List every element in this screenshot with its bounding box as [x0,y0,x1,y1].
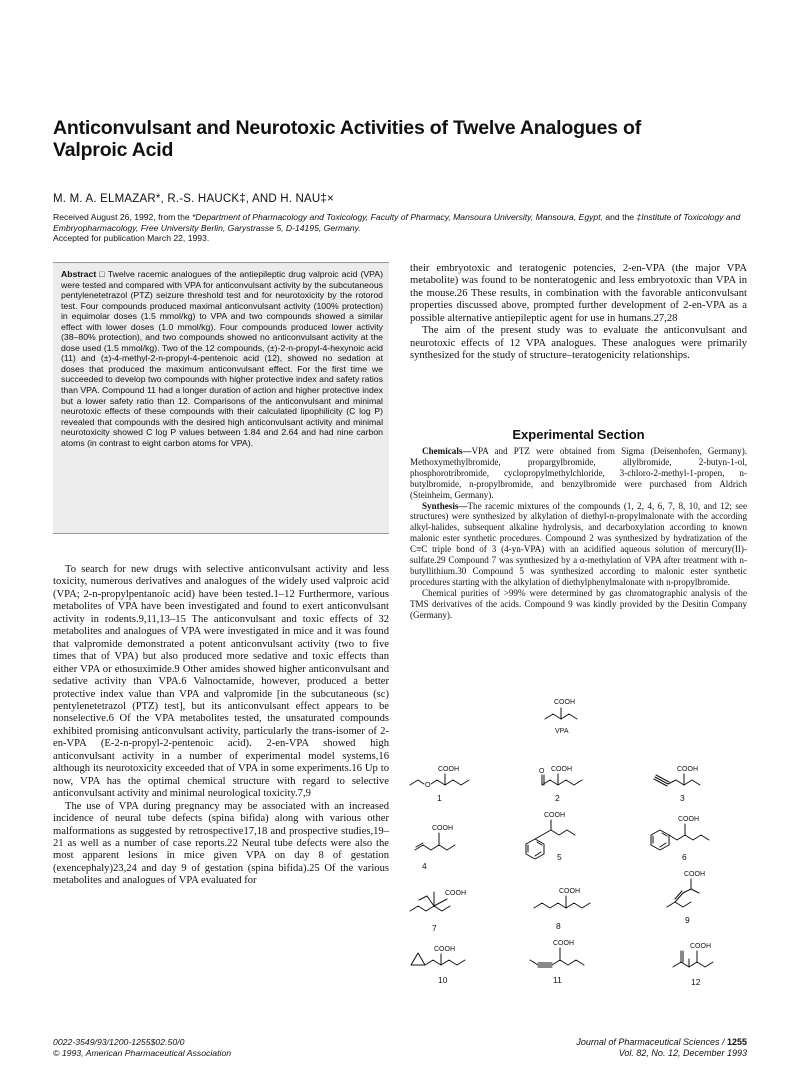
received-mid: and the [602,212,637,222]
structure-4 [415,825,455,871]
volume-line: Vol. 82, No. 12, December 1993 [618,1048,747,1058]
compound-number: 8 [556,921,561,931]
chemicals-label: Chemicals— [422,446,472,456]
synthesis-label: Synthesis— [422,500,468,511]
compound-number: 10 [438,975,448,985]
synthesis-paragraph [410,501,747,588]
compound-number: 2 [555,793,560,803]
cooh-label: COOH [690,943,711,950]
cooh-label: COOH [678,816,699,823]
right-column-intro [410,263,747,363]
body-paragraph: their embryotoxic and teratogenic potencies, 2-en-VPA (the major VPA metabolite) was found to be nonteratogenic and less embryotoxic than VPA in the mouse.26 These results, in combination with the favorable anticonvulsant properties discussed above, prompted further development of 2-en-VPA as a possible alternative antiepileptic agent for use in humans.27,28 [410,263,747,324]
compound-number: 11 [553,975,562,985]
structure-10 [411,946,465,985]
author-list: M. M. A. ELMAZAR*, R.-S. HAUCK‡, AND H. NAU‡× [53,193,334,205]
cooh-label: COOH [554,699,575,706]
cooh-label: COOH [684,871,705,878]
purity-paragraph: Chemical purities of >99% were determined by gas chromatographic analysis of the TMS derivatives of the acids. Compound 9 was kindly provided by the Desitin Company (Germany). [410,587,747,620]
vpa-label: VPA [555,728,569,735]
footer-journal [480,1037,747,1059]
compound-number: 12 [691,977,701,987]
compound-number: 4 [422,861,427,871]
compound-number: 1 [437,793,442,803]
received-note [53,212,753,244]
oxygen-label: O [425,782,431,789]
structure-vpa [545,699,577,735]
abstract-label: Abstract □ [61,269,105,279]
cooh-label: COOH [553,940,574,947]
article-title: Anticonvulsant and Neurotoxic Activities of Twelve Analogues of Valproic Acid [53,117,642,161]
compound-number: 6 [682,852,687,862]
abstract-text: Twelve racemic analogues of the antiepileptic drug valproic acid (VPA) were tested and compared with VPA for anticonvulsant activity by the subcutaneous pentylenetetrazol (PTZ) seizure threshold test and for neurotoxicity by the rotorod test. Four compounds produced maximal anticonvulsant activity (100% protection) in equimolar doses (1.5 mmol/kg) to VPA and two compounds showed a similar effect with lower doses (1.0 mmol/kg). Four compounds produced lower activity (38–80% protection), and two compounds showed no anticonvulsant activity at the dose used (1.5 mmol/kg). Two of the 12 compounds, (±)-2-n-propyl-4-hexynoic acid (11) and (±)-4-methyl-2-n-propyl-4-pentenoic acid (12), showed no sedation at doses that produced the maximum anticonvulsant effect. For the first time we succeeded to develop two compounds with higher protective index and safety ratios than VPA. Compound 11 had a longer duration of action and higher protective index but a lower safety ratio than 12. Comparisons of the anticonvulsant and minimal neurotoxic effects of these compounds with their calculated lipophilicity (C log P) revealed that compounds with the desired high anticonvulsant activity and minimal neurotoxicity showed C log P values between 1.84 and 2.64 and had nine carbon atoms (in contrast to eight carbon atoms for VPA). [61,269,383,448]
footer-copyright [53,1037,231,1059]
journal-name: Journal of Pharmaceutical Sciences / [576,1037,727,1047]
compound-number: 7 [432,923,437,933]
abstract-box [53,262,389,534]
compound-number: 5 [557,852,562,862]
compound-number: 3 [680,793,685,803]
affiliation-2: ‡Institute of Toxicology and Embryopharmacology, Free University Berlin, Garystrasse 5, D-14195, Germany. [53,212,741,233]
structure-1 [410,766,469,803]
chemicals-text: VPA and PTZ were obtained from Sigma (Deisenhofen, Germany). Methoxymethylbromide, propargylbromide, allylbromide, 2-butyn-1-ol, phosphorotribromide, cyclopropylmethylchloride, 3-chloro-2-methyl-1-propen, n-butylbromide, n-propylbromide, and benzylbromide were purchased from Aldrich (Steinheim, Germany). [410,446,747,500]
cooh-label: COOH [559,888,580,895]
chemical-structures-figure [405,680,750,1000]
cooh-label: COOH [551,766,572,773]
structure-3 [654,766,700,803]
chemicals-paragraph [410,446,747,501]
compound-number: 9 [685,915,690,925]
cooh-label: COOH [677,766,698,773]
copyright-line: © 1993, American Pharmaceutical Association [53,1048,232,1058]
cooh-label: COOH [438,766,459,773]
structure-2 [539,766,582,803]
structure-12 [673,943,713,987]
experimental-section [410,446,747,621]
affiliation-1: *Department of Pharmacology and Toxicology, Faculty of Pharmacy, Mansoura University, Mansoura, Egypt, [192,212,603,222]
body-paragraph: The use of VPA during pregnancy may be associated with an increased incidence of neural tube defects (spina bifida) along with various other malformations as suggested by retrospective17,18 and prospective studies,19–21 as well as a number of case reports.22 Neural tube defects were also the most apparent lesions in mice given VPA on day 8 of gestation (exencephaly)23,24 and day 9 of gestation (spina bifida).25 Of the various metabolites and analogues of VPA evaluated for [53,800,389,887]
structure-7 [410,890,466,933]
structure-11 [530,940,584,985]
journal-line [480,1037,747,1048]
body-paragraph: To search for new drugs with selective anticonvulsant activity and less toxicity, numerous derivatives and analogues of the widely used valproic acid (VPA; 2-n-propylpentanoic acid) have been tested.1–12 Furthermore, various metabolites of VPA have been investigated and found to exert anticonvulsant activity in rodents.9,11,13–15 The anticonvulsant and toxic effects of 32 metabolites and analogues of VPA were investigated in mice and it was found that valpromide demonstrated a potent anticonvulsant activity (two to five times that of VPA) but also produced more sedative and toxic effects than either VPA or ethosuximide.9 Other amides showed higher anticonvulsant and sedative activity than VPA.6 Valnoctamide, however, produced a better protective index value than VPA and valpromide [in the subcutaneous (sc) pentylenetetrazol (PTZ) test], but its anticonvulsant effect appears to be nonselective.6 Of the VPA metabolites tested, the unsaturated compounds exhibited promising anticonvulsant activity, particularly the trans-isomer of 2-en-VPA (E-2-n-propyl-2-pentenoic acid). 2-en-VPA showed high anticonvulsant activity in a number of experimental model systems,16 although its neurotoxicity exceeded that of VPA in some experiments.16 Up to now, VPA has the optimal chemical structure with regard to selective anticonvulsant activity and minimal neurological toxicity.7,9 [53,564,389,800]
cooh-label: COOH [432,825,453,832]
synthesis-text: The racemic mixtures of the compounds (1, 2, 4, 6, 7, 8, 10, and 12; see structures) were synthesized by alkylation of diethyl-n-propylmalonate with the according alkyl-halides, subsequent alkaline hydrolysis, and decarboxylation according to known malonic ester synthetic procedures. Compound 2 was synthesized by hydratization of the C≡C triple bond of 3 (4-yn-VPA) with an acidified aqueous solution of mercury(II)-sulfate.29 Compound 7 was synthesized by a α-methylation of VPA after treatment with n-butyllithium.30 Compound 5 was synthesized according to malonic ester synthetic procedures starting with the alkylation of diethylphenylmalonate with n-propylbromide. [410,500,747,587]
oxygen-label: O [539,768,545,775]
structure-6 [651,816,709,862]
doc-code: 0022-3549/93/1200-1255$02.50/0 [53,1037,185,1047]
structure-8 [534,888,590,931]
page-number: 1255 [726,1037,747,1047]
accepted-date: Accepted for publication March 22, 1993. [53,233,210,243]
section-heading: Experimental Section [512,427,645,442]
cooh-label: COOH [434,946,455,953]
cooh-label: COOH [445,890,466,897]
body-paragraph: The aim of the present study was to evaluate the anticonvulsant and neurotoxic effects of 12 VPA analogues. These analogues were primarily synthesized for the study of structure–teratogenicity relationships. [410,325,747,362]
structure-5 [526,812,575,862]
cooh-label: COOH [544,812,565,819]
received-intro: Received August 26, 1992, from the [53,212,193,222]
left-column-body [53,564,389,888]
structure-9 [667,871,705,925]
